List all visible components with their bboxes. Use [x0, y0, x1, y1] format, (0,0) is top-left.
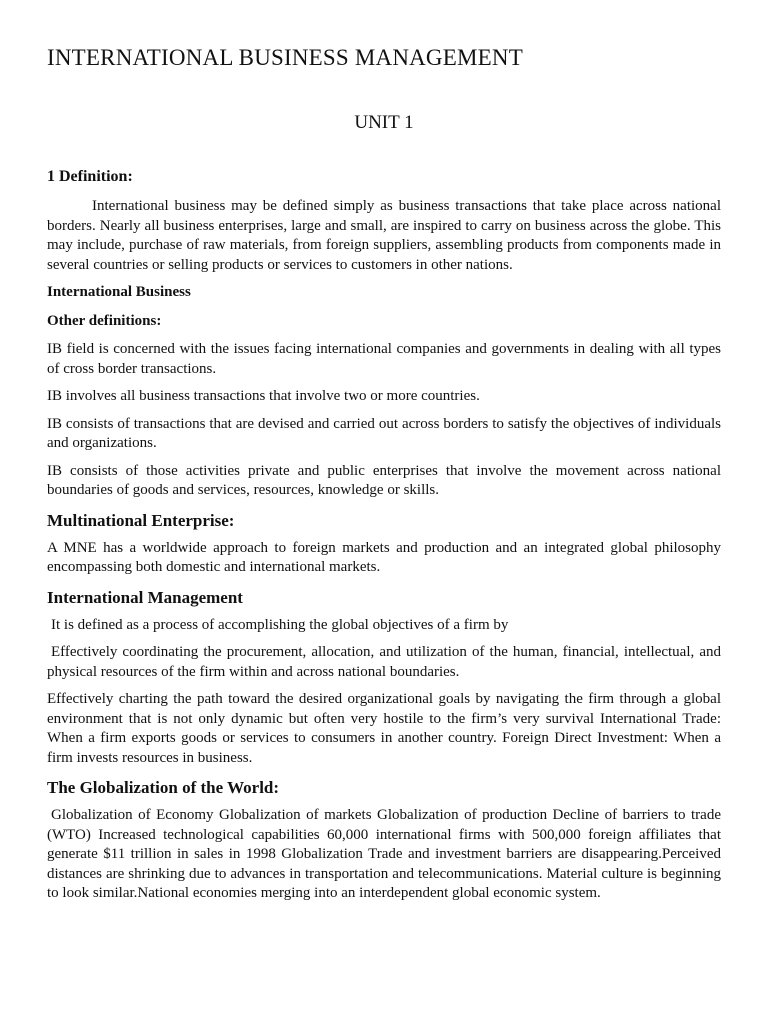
other-definitions-label: Other definitions:	[47, 312, 162, 329]
document-title: INTERNATIONAL BUSINESS MANAGEMENT	[47, 45, 523, 70]
definition-paragraph: International business may be defined simply as business transactions that take place across national borders. Nearly all business enterprises, large and small, are inspired to carry on business across the globe. This may include, purchase of raw materials, from foreign suppliers, assembling products from components made in several countries or selling products or services to customers in other nations.	[47, 198, 721, 273]
international-business-label: International Business	[47, 284, 191, 300]
ib-definition-2: IB involves all business transactions that involve two or more countries.	[47, 388, 480, 404]
ib-definition-1: IB field is concerned with the issues facing international companies and governments in dealing with all types of cross border transactions.	[47, 341, 721, 377]
globalization-heading: The Globalization of the World:	[47, 778, 280, 797]
mne-heading: Multinational Enterprise:	[47, 510, 235, 530]
definition-heading: 1 Definition:	[47, 168, 133, 185]
mne-paragraph: A MNE has a worldwide approach to foreign markets and production and an integrated global philosophy encompassing both domestic and international markets.	[47, 539, 721, 575]
im-paragraph-1: It is defined as a process of accomplishing the global objectives of a firm by	[51, 616, 509, 633]
globalization-paragraph: Globalization of Economy Globalization of markets Globalization of production Decline of barriers to trade (WTO) Increased technological capabilities 60,000 international firms with 500,000 foreign affiliates that generate $11 trillion in sales in 1998 Globalization Trade and investment barriers are disappearing.Perceived distances are shrinking due to advances in transportation and telecommunications. Material culture is beginning to look similar.National economies merging into an interdependent global economic system.	[47, 807, 721, 901]
im-paragraph-2: Effectively coordinating the procurement, allocation, and utilization of the human, financial, intellectual, and physical resources of the firm within and across national boundaries.	[47, 644, 721, 680]
unit-heading: UNIT 1	[354, 112, 414, 133]
international-management-heading: International Management	[47, 587, 243, 607]
ib-definition-4: IB consists of those activities private and public enterprises that involve the movement across national boundaries of goods and services, resources, knowledge or skills.	[47, 462, 721, 498]
ib-definition-3: IB consists of transactions that are devised and carried out across borders to satisfy the objectives of individuals and organizations.	[47, 415, 721, 451]
im-paragraph-3: Effectively charting the path toward the desired organizational goals by navigating the firm through a global environment that is not only dynamic but often very hostile to the firm’s very survival International Trade: When a firm exports goods or services to consumers in another country. Foreign Direct Investment: When a firm invests resources in business.	[47, 691, 721, 766]
